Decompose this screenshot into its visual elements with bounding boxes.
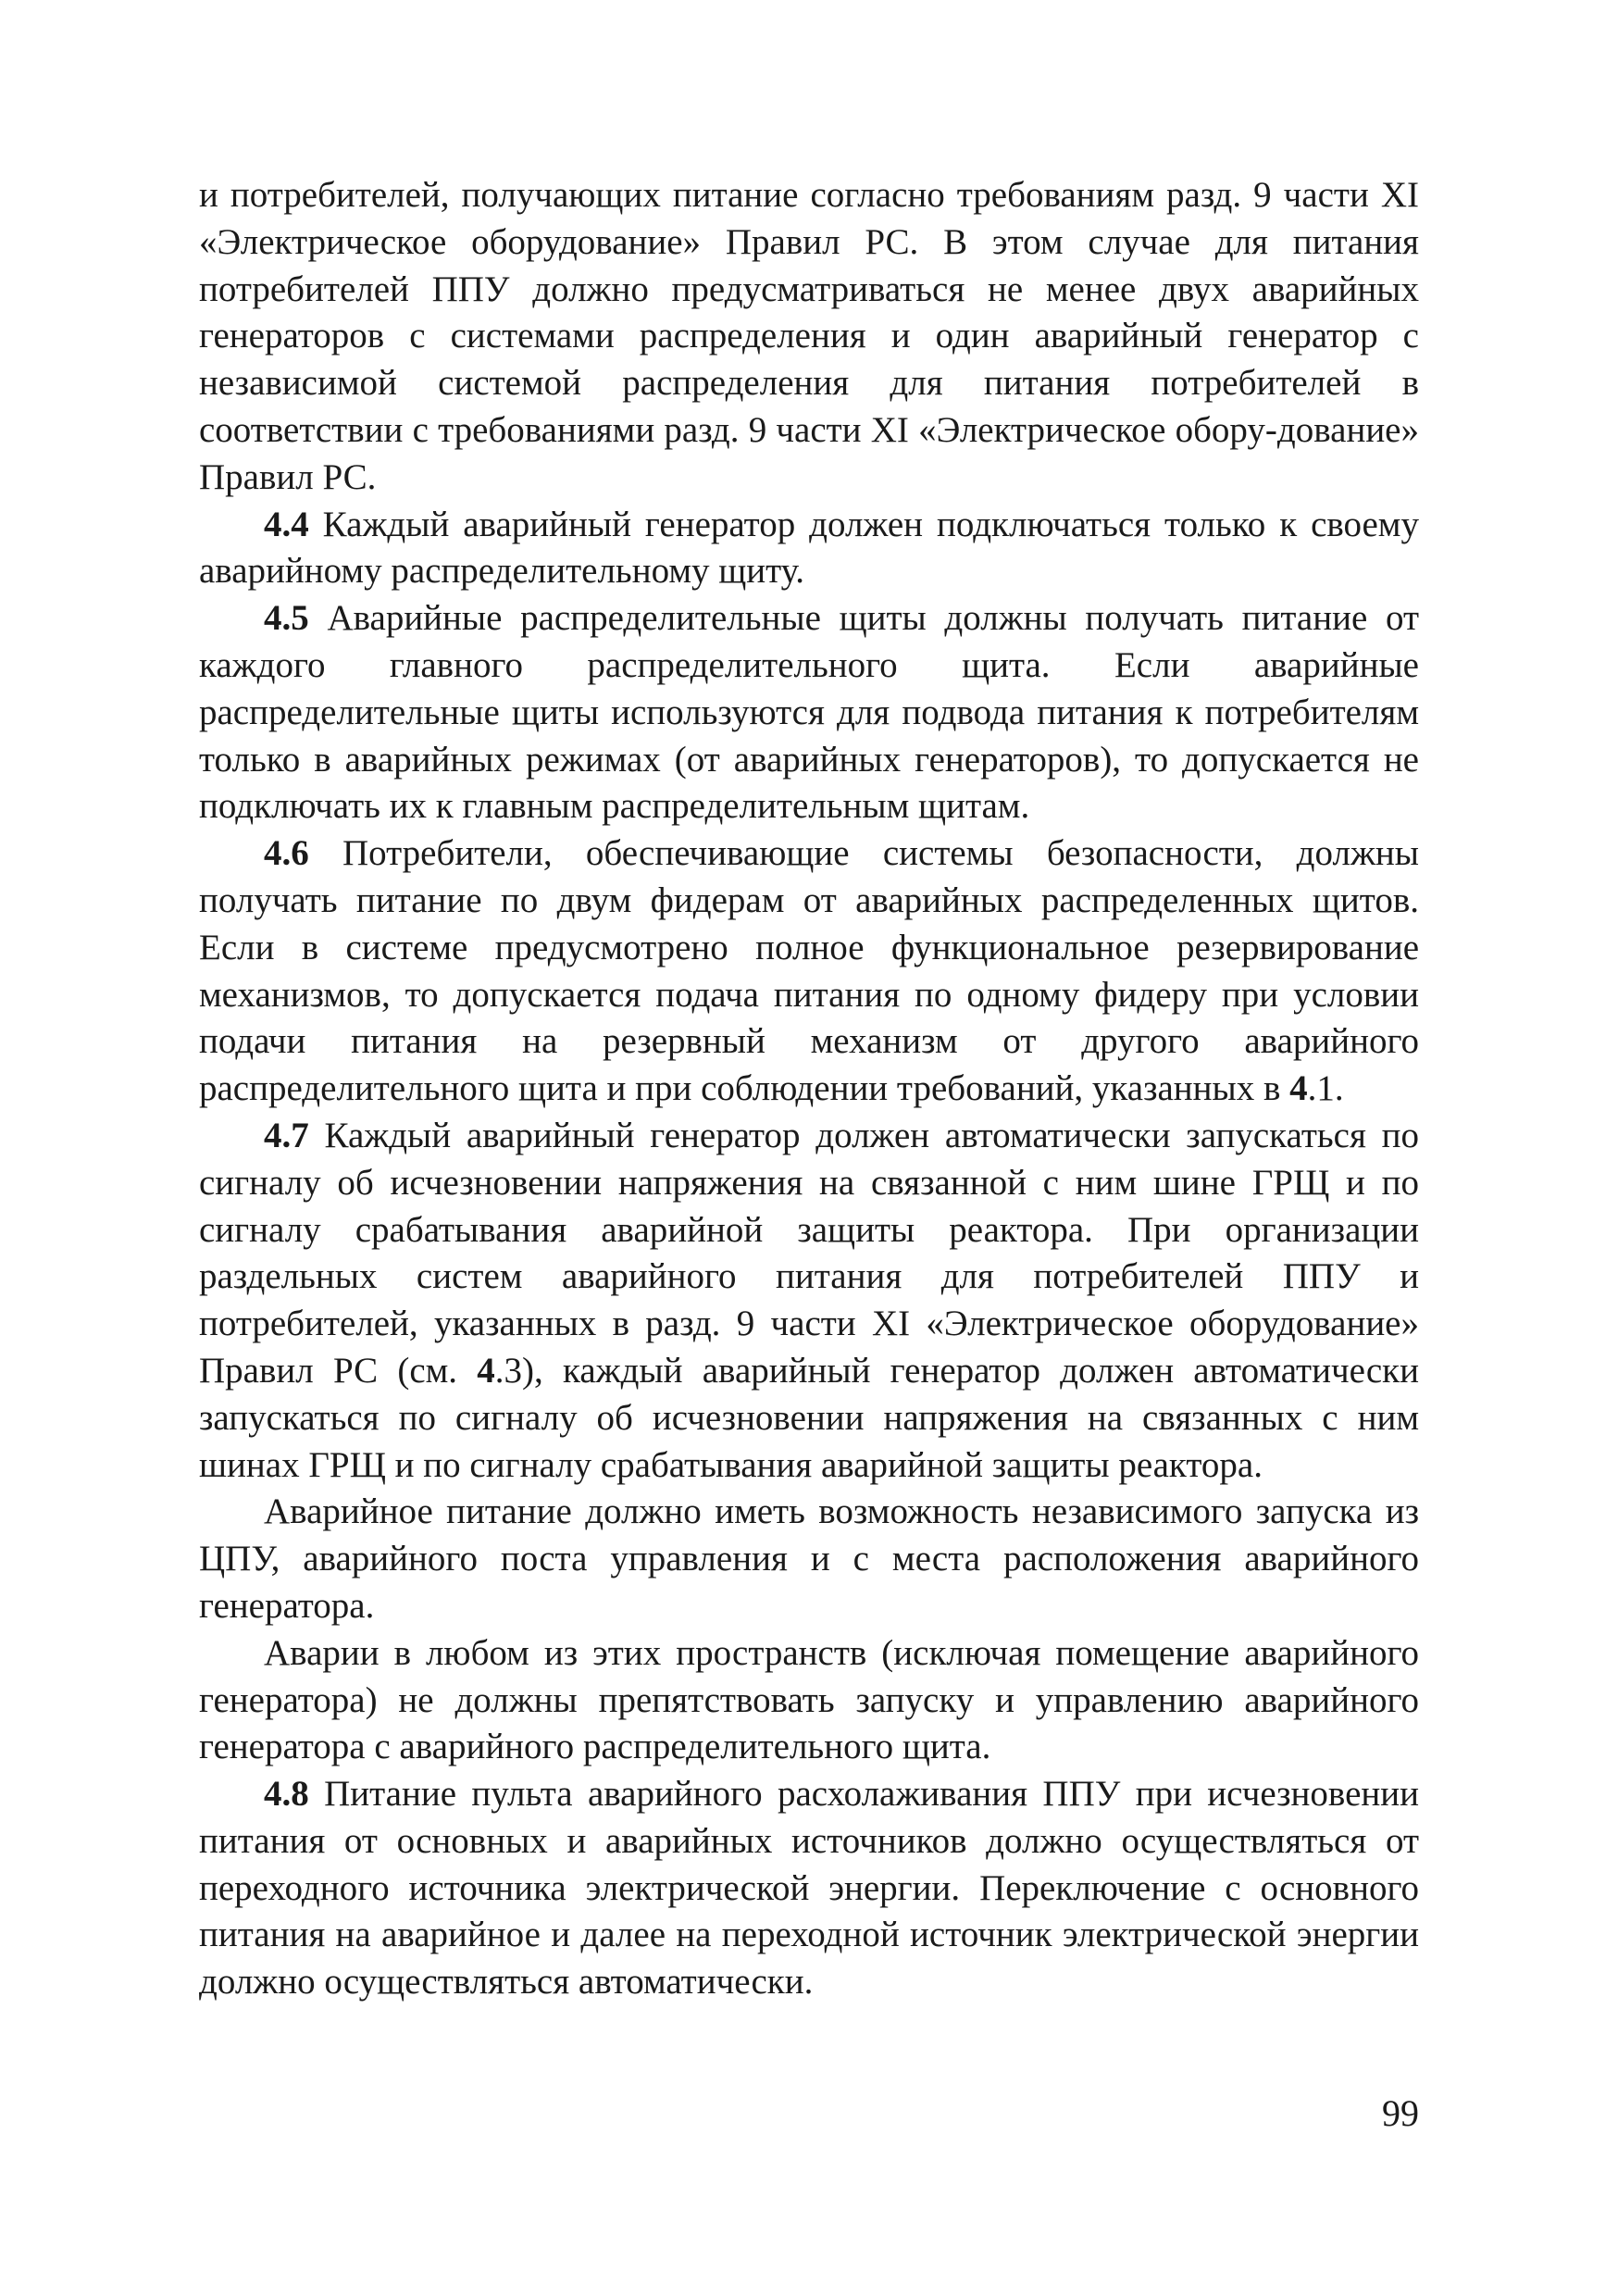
paragraph-4-7 [199, 1113, 1419, 1489]
section-number: 4.4 [264, 504, 309, 544]
paragraph-text-after-reference: .3), каждый аварийный генератор должен автоматически запускаться по сигналу об исчезновении напряжения на связанных с ним шинах ГРЩ и по сигналу срабатывания аварийной защиты реактора. [199, 1350, 1419, 1485]
paragraph-4-6 [199, 830, 1419, 1113]
paragraph-emergency-spaces [199, 1630, 1419, 1771]
paragraph-text: Аварийное питание должно иметь возможность независимого запуска из ЦПУ, аварийного поста управления и с места расположения аварийного генератора. [199, 1491, 1419, 1626]
section-number: 4.8 [264, 1774, 309, 1815]
paragraph-text: Каждый аварийный генератор должен автоматически запускаться по сигналу об исчезновении напряжения на связанной с ним шине ГРЩ и по сигналу срабатывания аварийной защиты реактора. При организации раздельных систем аварийного питания для потребителей ППУ и потребителей, указанных в разд. 9 части XI «Электрическое оборудование» Правил РС (см. [199, 1115, 1419, 1391]
paragraph-4-5 [199, 595, 1419, 830]
paragraph-text: Аварийные распределительные щиты должны получать питание от каждого главного распределительного щита. Если аварийные распределительные щиты используются для подвода питания к потребителям только в аварийных режимах (от аварийных генераторов), то допускается не подключать их к главным распределительным щитам. [199, 598, 1419, 827]
paragraph-continuation [199, 172, 1419, 502]
cross-reference-rest: .1. [1307, 1068, 1344, 1109]
paragraph-4-4 [199, 502, 1419, 596]
section-number: 4.7 [264, 1115, 309, 1155]
section-number: 4.5 [264, 598, 309, 639]
paragraph-text: Потребители, обеспечивающие системы безопасности, должны получать питание по двум фидерам от аварийных распределенных щитов. Если в системе предусмотрено полное функциональное резервирование механизмов, то допускается подача питания по одному фидеру при условии подачи питания на резервный механизм от другого аварийного распределительного щита и при соблюдении требований, указанных в [199, 833, 1419, 1109]
paragraph-4-8 [199, 1771, 1419, 2006]
cross-reference-number: 4 [477, 1350, 495, 1391]
cross-reference-number: 4 [1289, 1068, 1308, 1109]
paragraph-text: Аварии в любом из этих пространств (исключая помещение аварийного генератора) не должны препятствовать запуску и управлению аварийного генератора с аварийного распределительного щита. [199, 1632, 1419, 1767]
paragraph-text: Каждый аварийный генератор должен подключаться только к своему аварийному распределительному щиту. [199, 504, 1419, 592]
paragraph-emergency-power-start [199, 1489, 1419, 1629]
document-body [199, 172, 1419, 2006]
paragraph-text: Питание пульта аварийного расхолаживания ППУ при исчезновении питания от основных и аварийных источников должно осуществляться от переходного источника электрической энергии. Переключение с основного питания на аварийное и далее на переходной источник электрической энергии должно осуществляться автоматически. [199, 1774, 1419, 2003]
paragraph-text: и потребителей, получающих питание согласно требованиям разд. 9 части XI «Электрическое оборудование» Правил РС. В этом случае для питания потребителей ППУ должно предусматриваться не менее двух аварийных генераторов с системами распределения и один аварийный генератор с независимой системой распределения для питания потребителей в соответствии с требованиями разд. 9 части XI «Электрическое обору-дование» Правил РС. [199, 175, 1419, 497]
section-number: 4.6 [264, 833, 309, 874]
page-number: 99 [1382, 2092, 1419, 2134]
